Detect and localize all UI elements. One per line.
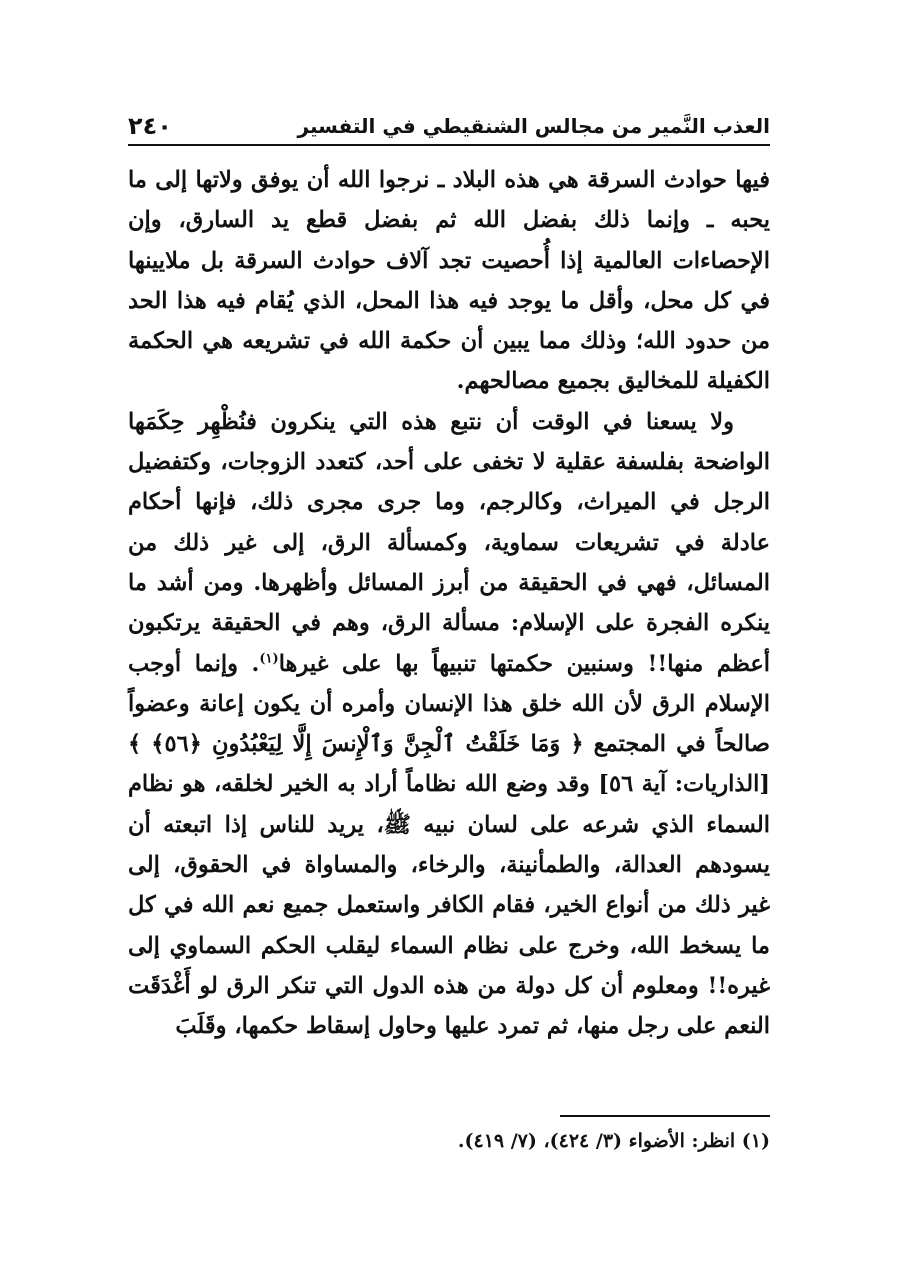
paragraph-2-text: ولا يسعنا في الوقت أن نتبع هذه التي ينكرون فنُظْهِر حِكَمَها الواضحة بفلسفة عقلية لا تخفى على أحد، كتعدد الزوجات، وكتفضيل الرجل في الميراث، وكالرجم، وما جرى مجرى ذلك، فإنها أحكام عادلة في تشريعات سماوية، وكمسألة الرق، إلى غير ذلك من المسائل، فهي في الحقيقة من أبرز المسائل وأظهرها. ومن أشد ما ينكره الفجرة على الإسلام: مسألة الرق، وهم في الحقيقة يرتكبون أعظم منها!! وسنبين حكمتها تنبيهاً بها على غيرها (128, 408, 770, 677)
paragraph-2 (128, 402, 770, 1047)
body-text (128, 160, 770, 1047)
quran-verse: ﴿ وَمَا خَلَقْتُ ٱلْجِنَّ وَٱلْإِنسَ إِلَّا لِيَعْبُدُونِ ﴿٥٦﴾ ﴾ (128, 731, 584, 758)
footnote: (١) انظر: الأضواء (٣/ ٤٢٤)، (٧/ ٤١٩). (457, 1130, 770, 1152)
paragraph-1: فيها حوادث السرقة هي هذه البلاد ـ نرجوا الله أن يوفق ولاتها إلى ما يحبه ـ وإنما ذلك بفضل الله ثم بفضل قطع يد السارق، وإن الإحصاءات العالمية إذا أُحصيت تجد آلاف حوادث السرقة بل ملايينها في كل محل، وأقل ما يوجد فيه هذا المحل، الذي يُقام فيه هذا الحد من حدود الله؛ وذلك مما يبين أن حكمة الله في تشريعه هي الحكمة الكفيلة للمخاليق بجميع مصالحهم. (128, 167, 770, 395)
running-header (128, 100, 770, 146)
footnote-reference[interactable]: (١) (259, 651, 279, 667)
paragraph-2-continuation: . وإنما أوجب الإسلام الرق لأن الله خلق هذا الإنسان وأمره أن يكون إعانة وعضواً صالحاً في المجتمع (128, 650, 770, 758)
paragraph-2-ending: [الذاريات: آية ٥٦] وقد وضع الله نظاماً أراد به الخير لخلقه، هو نظام السماء الذي شرعه على لسان نبيه ﷺ، يريد للناس إذا اتبعته أن يسودهم العدالة، والطمأنينة، والرخاء، والمساواة في الحقوق، إلى غير ذلك من أنواع الخير، فقام الكافر واستعمل جميع نعم الله في كل ما يسخط الله، وخرج على نظام السماء ليقلب الحكم السماوي إلى غيره!! ومعلوم أن كل دولة من هذه الدول التي تنكر الرق لو أَغْدَقَت النعم على رجل منها، ثم تمرد عليها وحاول إسقاط حكمها، وقَلَبَ (128, 771, 770, 1040)
page-number: ٢٤٠ (128, 112, 172, 140)
footnote-divider (560, 1115, 770, 1117)
book-title: العذب النَّمير من مجالس الشنقيطي في التفسير (297, 114, 770, 138)
